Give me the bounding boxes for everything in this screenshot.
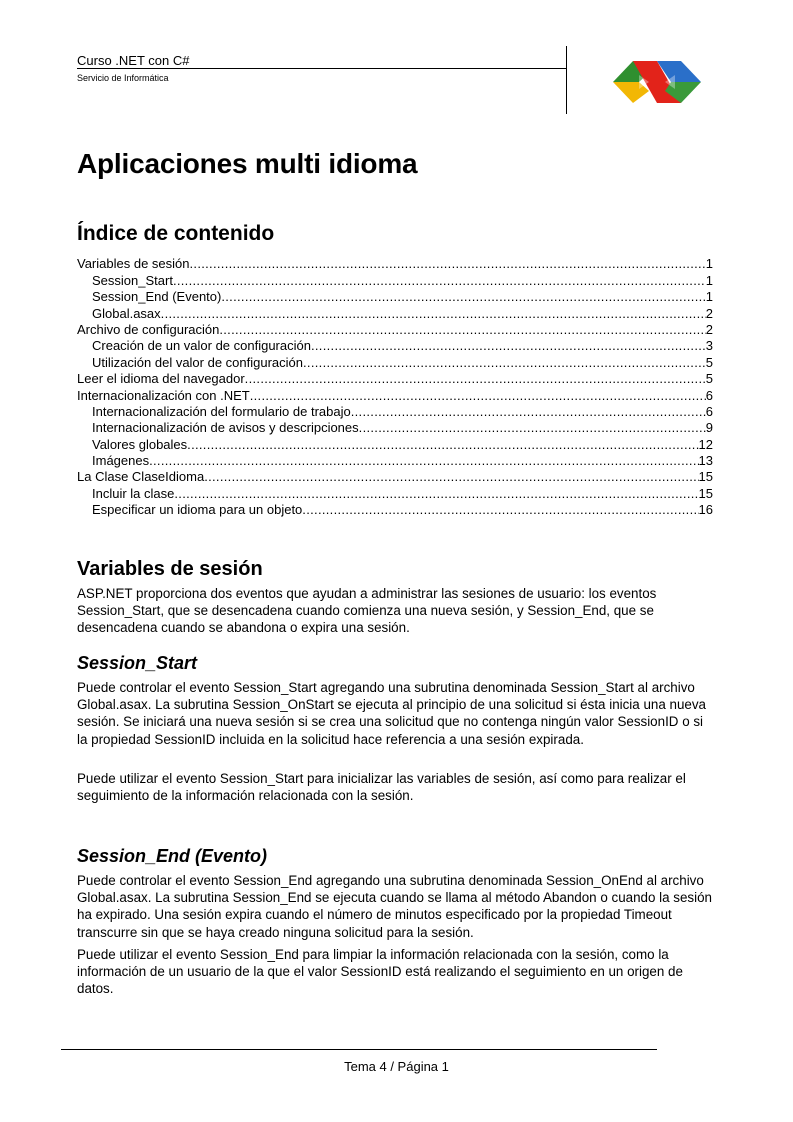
toc-leader-dots: [173, 273, 706, 289]
toc-leader-dots: [245, 371, 706, 387]
paragraph: Puede controlar el evento Session_End agregando una subrutina denominada Session_OnEnd al archivo Global.asax. La subrutina Session_End se ejecuta cuando se llama al método Abandon o cuando la sesión ha expirado. Una sesión expira cuando el número de minutos especificado por la propiedad Timeout transcurre sin que se haya creado ninguna solicitud para la sesión.: [77, 873, 712, 940]
toc-leader-dots: [359, 420, 706, 436]
toc-entry[interactable]: [77, 387, 713, 403]
toc-entry[interactable]: [77, 322, 713, 338]
toc-entry-title: Leer el idioma del navegador: [77, 371, 245, 387]
toc-entry[interactable]: [77, 420, 713, 436]
toc-entry[interactable]: [77, 485, 713, 501]
toc-leader-dots: [204, 469, 698, 485]
toc-leader-dots: [303, 355, 706, 371]
toc-entry[interactable]: [77, 436, 713, 452]
toc-leader-dots: [187, 437, 698, 453]
toc-entry-page: 15: [698, 485, 713, 501]
paragraph: Puede utilizar el evento Session_End para limpiar la información relacionada con la sesión, como la información de un usuario de la que el valor SessionID está realizando el seguimiento en un origen de datos.: [77, 947, 683, 997]
paragraph: Puede utilizar el evento Session_Start para inicializar las variables de sesión, así como para realizar el seguimiento de la información relacionada con la sesión.: [77, 771, 686, 804]
paragraph: ASP.NET proporciona dos eventos que ayudan a administrar las sesiones de usuario: los eventos Session_Start, que se desencadena cuando comienza una nueva sesión, y Session_End, que se desencadena cuando se abandona o expira una sesión.: [77, 586, 657, 636]
toc-entry-page: 6: [705, 387, 713, 403]
toc-entry-page: 6: [705, 403, 713, 419]
toc-entry-title: Session_Start: [92, 272, 173, 288]
toc-entry-title: Internacionalización con .NET: [77, 387, 250, 403]
header-divider: [77, 68, 566, 69]
toc-entry[interactable]: [77, 305, 713, 321]
toc-entry-title: Utilización del valor de configuración: [92, 354, 304, 370]
toc-entry-page: 1: [705, 289, 713, 305]
toc-entry-title: Creación de un valor de configuración: [92, 338, 311, 354]
toc-entry-page: 9: [705, 420, 713, 436]
toc-entry-page: 1: [705, 256, 713, 272]
toc-entry[interactable]: [77, 469, 713, 485]
toc-entry[interactable]: [77, 256, 713, 272]
toc-entry-page: 12: [698, 436, 713, 452]
page-header: [77, 46, 567, 114]
toc-entry-title: Valores globales: [92, 436, 188, 452]
toc-entry-title: Variables de sesión: [77, 256, 190, 272]
footer-divider: [61, 1049, 657, 1050]
toc-entry-page: 15: [698, 469, 713, 485]
toc-leader-dots: [161, 306, 706, 322]
toc-leader-dots: [219, 322, 705, 338]
toc-leader-dots: [311, 338, 706, 354]
toc-entry-page: 2: [705, 305, 713, 321]
toc-entry-title: Session_End (Evento): [92, 289, 222, 305]
toc-entry-title: Global.asax: [92, 305, 161, 321]
toc-entry-page: 2: [705, 321, 713, 337]
toc-leader-dots: [302, 502, 698, 518]
toc-leader-dots: [174, 486, 698, 502]
visual-studio-logo-icon: [609, 53, 705, 111]
toc-heading: Índice de contenido: [77, 222, 275, 245]
toc-entry[interactable]: [77, 289, 713, 305]
toc-entry-page: 16: [698, 502, 713, 518]
toc-leader-dots: [190, 256, 706, 272]
toc-entry[interactable]: [77, 453, 713, 469]
toc-leader-dots: [149, 453, 698, 469]
section-heading-variables: Variables de sesión: [77, 558, 263, 580]
section-heading-session-end: Session_End (Evento): [77, 846, 268, 866]
toc-entry-title: Internacionalización de avisos y descripciones: [92, 420, 359, 436]
toc-entry-title: Especificar un idioma para un objeto: [92, 502, 303, 518]
toc-entry-title: Archivo de configuración: [77, 321, 220, 337]
toc-entry-page: 3: [705, 338, 713, 354]
toc-entry-title: Internacionalización del formulario de trabajo: [92, 403, 351, 419]
header-vertical-divider: [566, 46, 567, 114]
toc-entry[interactable]: [77, 502, 713, 518]
toc-entry[interactable]: [77, 272, 713, 288]
toc-leader-dots: [221, 289, 705, 305]
document-title: Aplicaciones multi idioma: [77, 148, 418, 179]
toc-entry-page: 5: [705, 354, 713, 370]
toc-entry-title: Incluir la clase: [92, 485, 175, 501]
toc-entry-title: Imágenes: [92, 453, 150, 469]
paragraph: Puede controlar el evento Session_Start agregando una subrutina denominada Session_Start al archivo Global.asax. La subrutina Session_OnStart se ejecuta al principio de una solicitud si ésta inicia una nueva sesión. Se iniciará una nueva sesión si se crea una solicitud que no contenga ningún valor SessionID o si la propiedad SessionID incluida en la solicitud hace referencia a una sesión expirada.: [77, 680, 706, 747]
toc-entry[interactable]: [77, 371, 713, 387]
table-of-contents: [77, 256, 713, 518]
toc-entry-page: 13: [698, 453, 713, 469]
toc-entry[interactable]: [77, 354, 713, 370]
toc-entry[interactable]: [77, 404, 713, 420]
course-title: Curso .NET con C#: [77, 53, 190, 68]
toc-entry[interactable]: [77, 338, 713, 354]
toc-leader-dots: [250, 388, 706, 404]
section-heading-session-start: Session_Start: [77, 653, 198, 673]
department-name: Servicio de Informática: [77, 73, 169, 83]
page-footer: Tema 4 / Página 1: [344, 1059, 449, 1074]
toc-entry-page: 1: [705, 272, 713, 288]
toc-leader-dots: [351, 404, 706, 420]
toc-entry-page: 5: [705, 371, 713, 387]
toc-entry-title: La Clase ClaseIdioma: [77, 469, 205, 485]
